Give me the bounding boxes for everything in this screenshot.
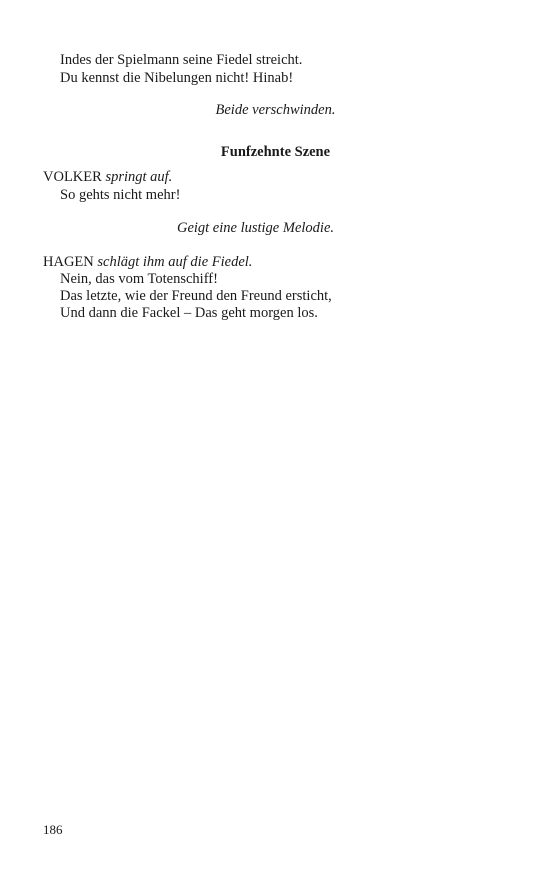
page-number: 186 <box>43 822 63 837</box>
speaker-direction: schlägt ihm auf die Fiedel. <box>97 254 253 270</box>
verse-line: Nein, das vom Totenschiff! <box>60 271 218 287</box>
stage-direction: Geigt eine lustige Melodie. <box>176 220 335 236</box>
verse-line: Indes der Spielmann seine Fiedel streicht. <box>60 52 303 68</box>
verse-line: Und dann die Fackel – Das geht morgen los. <box>60 305 318 321</box>
speaker-name: VOLKER <box>43 169 102 185</box>
speaker-direction: springt auf. <box>105 169 173 185</box>
speaker-line <box>43 168 172 186</box>
verse-line: Das letzte, wie der Freund den Freund ersticht, <box>60 288 332 304</box>
speaker-name: HAGEN <box>43 254 94 270</box>
verse-line: So gehts nicht mehr! <box>60 187 181 203</box>
stage-direction: Beide verschwinden. <box>215 102 336 118</box>
verse-line: Du kennst die Nibelungen nicht! Hinab! <box>60 70 294 86</box>
speaker-line <box>43 253 252 271</box>
scene-title: Funfzehnte Szene <box>220 144 331 160</box>
